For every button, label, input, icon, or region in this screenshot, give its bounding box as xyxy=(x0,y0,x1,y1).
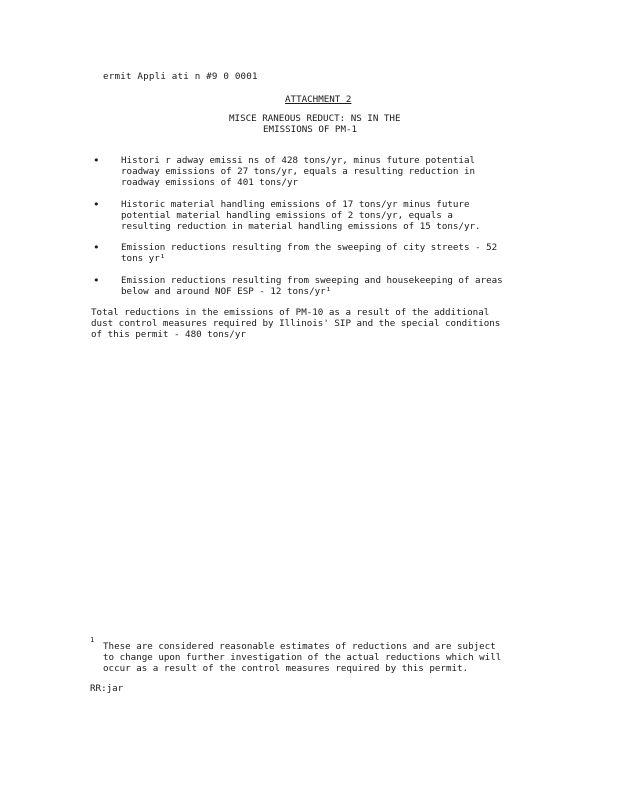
section-subtitle-line-1: MISCE RANEOUS REDUCT: NS IN THE xyxy=(229,113,401,124)
bullet-icon: • xyxy=(93,274,100,287)
footnote-text: These are considered reasonable estimates of reductions and are subject to change upon further investigation of the actual reductions which will occur as a result of the control measures required by this permit. xyxy=(103,641,502,674)
author-initials: RR:jar xyxy=(90,683,124,694)
bullet-text: Emission reductions resulting from sweeping and housekeeping of areas below and around NOF ESP - 12 tons/yr¹ xyxy=(121,275,503,297)
permit-header: ermit Appli ati n #9 0 0001 xyxy=(103,71,258,82)
section-subtitle-line-2: EMISSIONS OF PM-1 xyxy=(263,124,358,135)
attachment-title: ATTACHMENT 2 xyxy=(285,94,352,105)
bullet-icon: • xyxy=(93,241,100,254)
bullet-text: Emission reductions resulting from the sweeping of city streets - 52 tons yr¹ xyxy=(121,242,498,264)
bullet-icon: • xyxy=(93,154,100,167)
footnote-marker: 1 xyxy=(90,636,95,644)
bullet-icon: • xyxy=(93,198,100,211)
bullet-text: Histori r adway emissi ns of 428 tons/yr, minus future potential roadway emissions of 27 tons/yr, equals a resulting reduction in roadway emissions of 401 tons/yr xyxy=(121,155,476,188)
total-reductions-paragraph: Total reductions in the emissions of PM-10 as a result of the additional dust control measures required by Illinois' SIP and the special conditions of this permit - 480 tons/yr xyxy=(91,307,501,340)
bullet-text: Historic material handling emissions of 17 tons/yr minus future potential material handling emissions of 2 tons/yr, equals a resulting reduction in material handling emissions of 15 tons/yr. xyxy=(121,199,481,232)
